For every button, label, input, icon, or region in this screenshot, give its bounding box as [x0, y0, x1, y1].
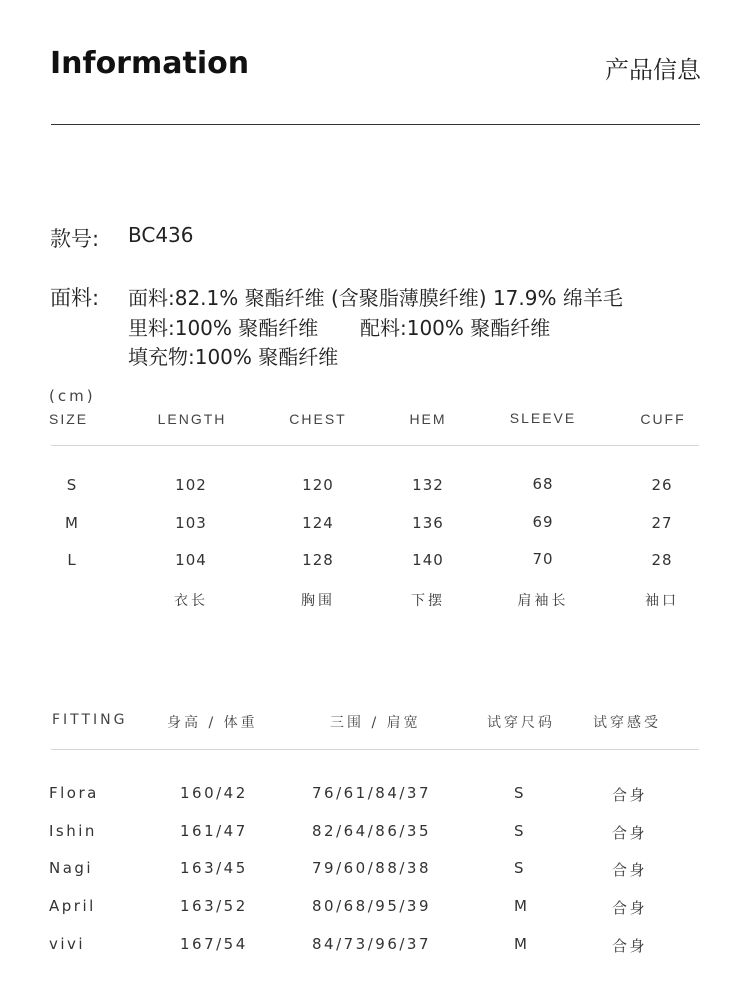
header-divider [51, 124, 700, 125]
table-cell-hem: 140 [412, 551, 444, 569]
table-cell-length: 103 [175, 514, 207, 532]
table-cell-size: L [67, 551, 77, 569]
fitting-size: M [514, 935, 530, 953]
fitting-size: S [514, 822, 527, 840]
fabric-label: 面料: [50, 286, 100, 310]
table-cell-size: M [65, 514, 79, 532]
page-title: Information [50, 46, 250, 81]
fitting-header-name: FITTING [52, 712, 128, 728]
table-cell-length: 104 [175, 551, 207, 569]
size-header-sleeve: SLEEVE [509, 410, 577, 426]
fitting-name: Nagi [49, 859, 94, 877]
table-cell-sleeve: 70 [532, 550, 554, 568]
size-table-divider [51, 445, 699, 446]
table-cell-cuff: 28 [651, 551, 673, 569]
table-cell-size: S [66, 476, 78, 494]
fitting-measurements: 82/64/86/35 [312, 822, 432, 840]
table-cell-chest: 128 [302, 551, 334, 569]
fitting-height-weight: 163/52 [180, 897, 248, 915]
trim-fabric: 配料:100% 聚酯纤维 [360, 316, 551, 340]
label-length-cn: 衣长 [174, 593, 208, 609]
page-title-cn: 产品信息 [605, 56, 701, 84]
label-sleeve-cn: 肩袖长 [517, 593, 569, 609]
filling-fabric: 填充物:100% 聚酯纤维 [128, 345, 339, 369]
label-hem-cn: 下摆 [411, 593, 445, 609]
fitting-height-weight: 163/45 [180, 859, 248, 877]
fabric-main: 面料:82.1% 聚酯纤维 (含聚脂薄膜纤维) 17.9% 绵羊毛 [128, 286, 623, 310]
fitting-header-feel: 试穿感受 [593, 715, 661, 731]
size-header-hem: HEM [409, 411, 447, 427]
fitting-measurements: 79/60/88/38 [312, 859, 432, 877]
fitting-height-weight: 160/42 [180, 784, 248, 802]
table-cell-cuff: 26 [651, 476, 673, 494]
fitting-table-divider [51, 749, 699, 750]
fitting-measurements: 84/73/96/37 [312, 935, 432, 953]
fitting-size: S [514, 859, 527, 877]
lining-fabric: 里料:100% 聚酯纤维 [128, 316, 319, 340]
fitting-header-measurements: 三围 / 肩宽 [330, 715, 421, 731]
fitting-name: vivi [49, 935, 86, 953]
fitting-measurements: 80/68/95/39 [312, 897, 432, 915]
size-header-chest: CHEST [289, 411, 347, 427]
label-chest-cn: 胸围 [301, 593, 335, 609]
fitting-feel: 合身 [612, 824, 648, 842]
size-header-length: LENGTH [157, 411, 227, 427]
fitting-feel: 合身 [612, 937, 648, 955]
fitting-feel: 合身 [612, 861, 648, 879]
fitting-header-height-weight: 身高 / 体重 [167, 715, 258, 731]
fitting-size: M [514, 897, 530, 915]
fitting-name: Flora [49, 784, 99, 802]
table-cell-chest: 120 [302, 476, 334, 494]
size-header-size: SIZE [49, 411, 89, 427]
table-cell-cuff: 27 [651, 514, 673, 532]
table-cell-sleeve: 69 [532, 513, 554, 531]
fitting-height-weight: 161/47 [180, 822, 248, 840]
table-cell-chest: 124 [302, 514, 334, 532]
table-cell-hem: 132 [412, 476, 444, 494]
fitting-header-size: 试穿尺码 [487, 715, 555, 731]
style-number-value: BC436 [128, 223, 194, 247]
table-cell-hem: 136 [412, 514, 444, 532]
table-cell-length: 102 [175, 476, 207, 494]
fitting-size: S [514, 784, 527, 802]
fitting-height-weight: 167/54 [180, 935, 248, 953]
fitting-name: April [49, 897, 96, 915]
fitting-measurements: 76/61/84/37 [312, 784, 432, 802]
table-cell-sleeve: 68 [532, 475, 554, 493]
style-number-label: 款号: [50, 227, 100, 251]
unit-label: (cm) [49, 387, 96, 405]
fitting-feel: 合身 [612, 786, 648, 804]
size-header-cuff: CUFF [640, 411, 686, 427]
label-cuff-cn: 袖口 [645, 593, 679, 609]
fitting-name: Ishin [49, 822, 97, 840]
fitting-feel: 合身 [612, 899, 648, 917]
